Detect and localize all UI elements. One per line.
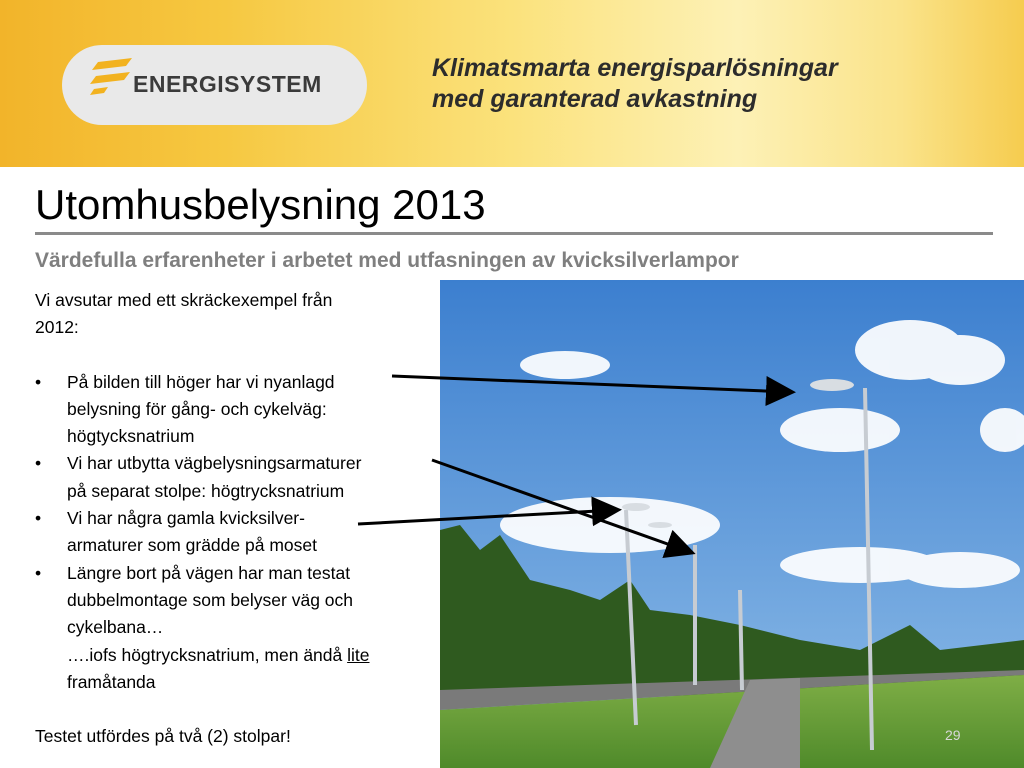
bullet-item: • På bilden till höger har vi nyanlagd belysning för gång- och cykelväg: högtycksnatrium bbox=[35, 369, 435, 451]
photo-page-number: 29 bbox=[945, 727, 961, 743]
energisystem-logo-icon bbox=[88, 58, 134, 98]
bullet-item: • Vi har några gamla kvicksilver- armaturer som grädde på moset bbox=[35, 505, 435, 560]
bullet-list bbox=[35, 369, 435, 642]
logo-text: ENERGISYSTEM bbox=[133, 71, 322, 97]
street-lighting-photo bbox=[440, 280, 1024, 768]
title-divider bbox=[35, 232, 993, 235]
tagline-line-1: Klimatsmarta energisparlösningar bbox=[432, 54, 838, 82]
slide-title: Utomhusbelysning 2013 bbox=[35, 181, 486, 228]
tagline-line-2: med garanterad avkastning bbox=[432, 85, 758, 113]
closing-line: Testet utfördes på två (2) stolpar! bbox=[35, 726, 291, 747]
note-text: ….iofs högtrycksnatrium, men ändå lite framåtanda bbox=[67, 644, 370, 692]
slide-body bbox=[35, 287, 435, 750]
underlined-word: lite bbox=[347, 644, 370, 665]
intro-line-1: Vi avsutar med ett skräckexempel från bbox=[35, 290, 333, 310]
tagline bbox=[432, 53, 1012, 115]
bullet-item: • Vi har utbytta vägbelysningsarmaturer på separat stolpe: högtrycksnatrium bbox=[35, 450, 435, 505]
header-banner bbox=[0, 0, 1024, 167]
intro-line-2: 2012: bbox=[35, 317, 79, 338]
slide-subtitle: Värdefulla erfarenheter i arbetet med utfasningen av kvicksilverlampor bbox=[35, 249, 739, 272]
bullet-item: • Längre bort på vägen har man testat dubbelmontage som belyser väg och cykelbana… bbox=[35, 560, 435, 642]
